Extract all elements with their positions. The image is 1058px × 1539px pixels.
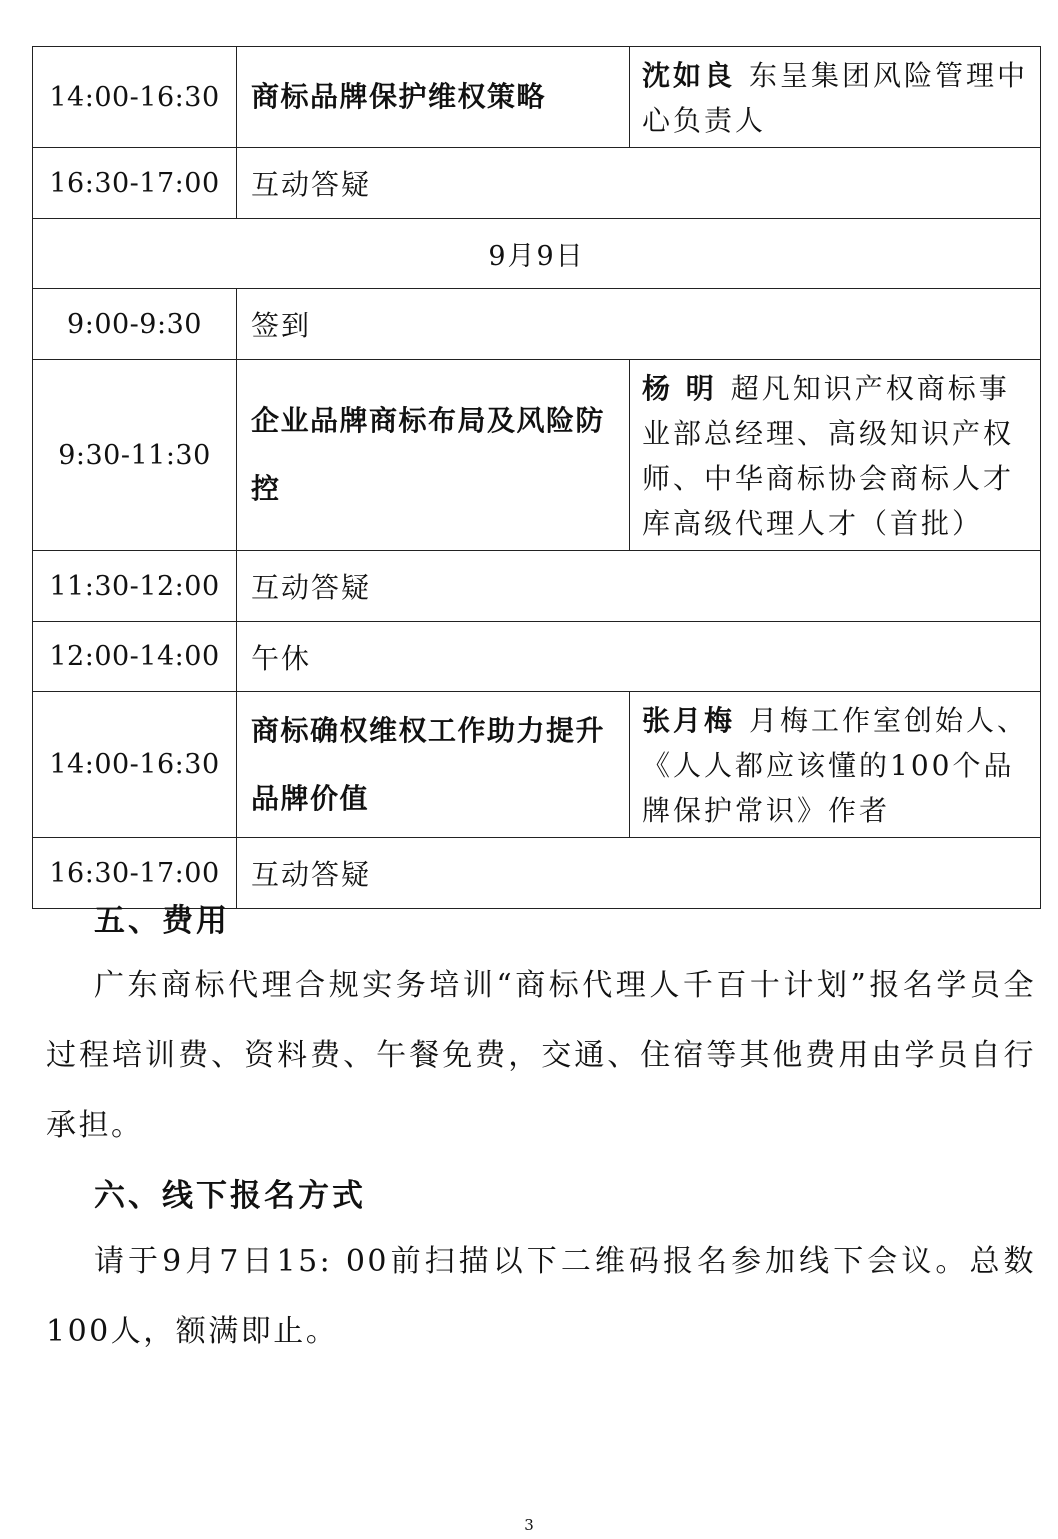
time-cell: 14:00-16:30 xyxy=(33,47,237,148)
topic-cell: 签到 xyxy=(237,289,1041,360)
section-heading-fees: 五、费用 xyxy=(94,903,230,939)
time-cell: 12:00-14:00 xyxy=(33,622,237,692)
speaker-cell xyxy=(630,692,1041,838)
speaker-title: 东呈集团风险管理中心负责人 xyxy=(642,59,1029,137)
speaker-name: 张月梅 xyxy=(642,704,736,737)
table-row xyxy=(33,148,1041,219)
time-cell: 14:00-16:30 xyxy=(33,692,237,838)
date-row xyxy=(33,219,1041,289)
page-number: 3 xyxy=(524,1516,534,1534)
registration-paragraph: 请于9月7日15: 00前扫描以下二维码报名参加线下会议。总数100人，额满即止。 xyxy=(46,1244,1036,1349)
speaker-cell xyxy=(630,360,1041,551)
time-cell: 9:30-11:30 xyxy=(33,360,237,551)
topic-cell: 午休 xyxy=(237,622,1041,692)
time-cell: 9:00-9:30 xyxy=(33,289,237,360)
topic-cell: 互动答疑 xyxy=(237,148,1041,219)
fees-paragraph: 广东商标代理合规实务培训“商标代理人千百十计划”报名学员全过程培训费、资料费、午餐免费，交通、住宿等其他费用由学员自行承担。 xyxy=(46,968,1036,1143)
speaker-name: 杨 明 xyxy=(642,372,717,405)
topic-cell: 商标品牌保护维权策略 xyxy=(237,47,630,148)
topic-cell: 企业品牌商标布局及风险防控 xyxy=(237,360,630,551)
speaker-title: 超凡知识产权商标事业部总经理、高级知识产权师、中华商标协会商标人才库高级代理人才（首批） xyxy=(642,372,1015,540)
table-row xyxy=(33,47,1041,148)
table-row xyxy=(33,692,1041,838)
topic-cell: 互动答疑 xyxy=(237,551,1041,622)
section-heading-registration: 六、线下报名方式 xyxy=(94,1178,366,1214)
speaker-cell xyxy=(630,47,1041,148)
time-cell: 16:30-17:00 xyxy=(33,838,237,909)
table-row xyxy=(33,622,1041,692)
table-row xyxy=(33,360,1041,551)
schedule-table xyxy=(32,46,1041,909)
table-row xyxy=(33,551,1041,622)
time-cell: 11:30-12:00 xyxy=(33,551,237,622)
speaker-name: 沈如良 xyxy=(642,59,736,92)
topic-cell: 商标确权维权工作助力提升品牌价值 xyxy=(237,692,630,838)
date-cell: 9月9日 xyxy=(33,219,1041,289)
topic-cell: 互动答疑 xyxy=(237,838,1041,909)
table-row xyxy=(33,289,1041,360)
speaker-title: 月梅工作室创始人、《人人都应该懂的100个品牌保护常识》作者 xyxy=(642,704,1029,827)
time-cell: 16:30-17:00 xyxy=(33,148,237,219)
